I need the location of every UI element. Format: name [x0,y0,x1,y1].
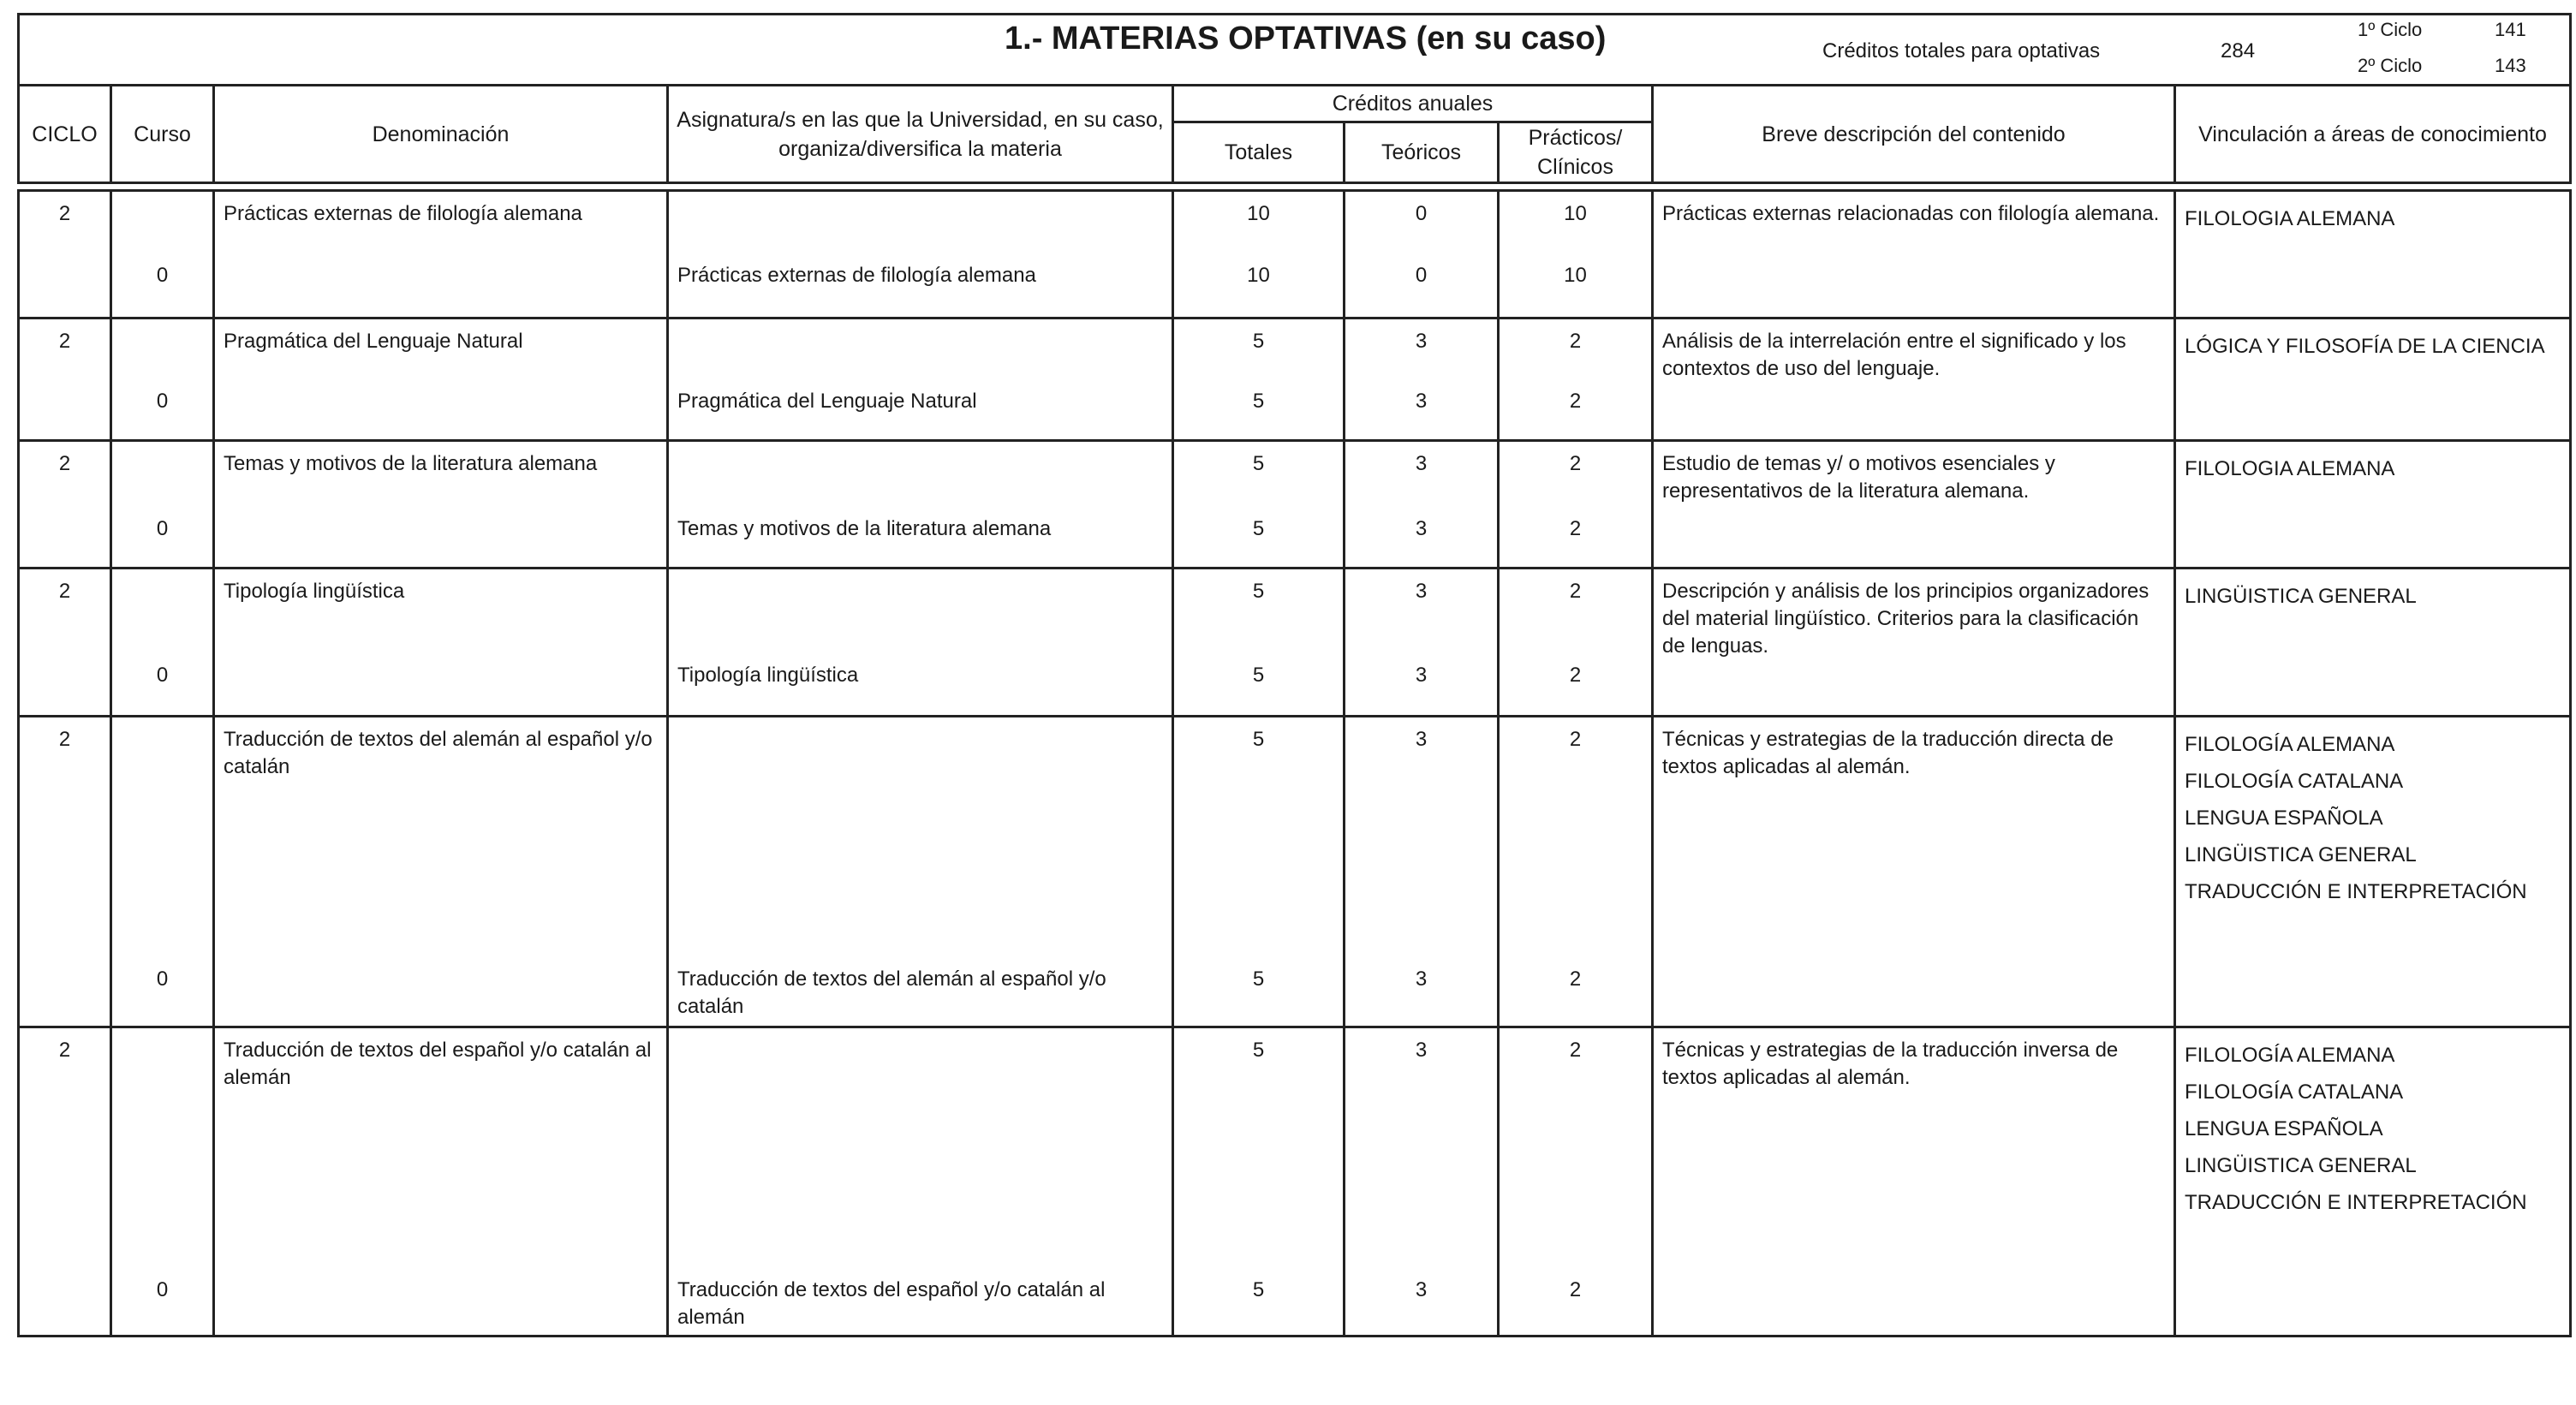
totales-value: 10 [1247,202,1270,225]
denominacion-cell [214,191,668,319]
header-asignaturas: Asignatura/s en las que la Universidad, en su caso, organiza/diversifica la materia [668,86,1173,183]
ciclo-cell [19,191,111,319]
table-row [19,717,2571,1027]
denominacion-text: Traducción de textos del español y/o catalán al alemán [224,1039,652,1089]
table-row [19,1027,2571,1337]
asignatura-cell [668,441,1173,569]
curso-cell [111,1027,214,1337]
practicos-value: 2 [1569,330,1582,353]
table-row [19,569,2571,717]
area-item: LENGUA ESPAÑOLA [2185,807,2383,830]
ciclo-value: 2 [58,1039,71,1062]
teoricos-cell [1345,569,1499,717]
vinculacion-cell [2175,1027,2571,1337]
teoricos-value: 3 [1415,330,1428,353]
area-item: TRADUCCIÓN E INTERPRETACIÓN [2185,1191,2527,1214]
title-cell [19,15,2571,86]
header-totales: Totales [1173,122,1345,183]
separator-cell [19,183,2571,191]
credits-total: 284 [2221,39,2256,63]
practicos-cell [1499,191,1653,319]
area-item: LINGÜISTICA GENERAL [2185,843,2417,866]
document-title: 1.- MATERIAS OPTATIVAS (en su caso) [1005,21,1607,57]
area-item: LINGÜISTICA GENERAL [2185,1154,2417,1177]
header-descripcion: Breve descripción del contenido [1653,86,2175,183]
ciclo-cell [19,717,111,1027]
cycle2-label: 2º Ciclo [2358,55,2423,76]
ciclo-value: 2 [58,330,71,353]
asignatura-text: Prácticas externas de filología alemana [677,264,1036,287]
header-teoricos: Teóricos [1345,122,1499,183]
descripcion-text: Análisis de la interrelación entre el significado y los contextos de uso del lenguaje. [1662,330,2126,380]
totales-value: 5 [1252,580,1265,603]
asignatura-cell [668,191,1173,319]
sub-practicos-value: 2 [1569,517,1582,540]
sub-teoricos-value: 0 [1415,264,1428,287]
table-row [19,319,2571,441]
teoricos-value: 3 [1415,452,1428,475]
totales-value: 5 [1252,452,1265,475]
descripcion-text: Estudio de temas y/ o motivos esenciales y representativos de la literatura alemana. [1662,452,2055,503]
curso-value: 0 [156,664,169,687]
denominacion-cell [214,717,668,1027]
totales-cell [1173,1027,1345,1337]
teoricos-cell [1345,441,1499,569]
area-item: LENGUA ESPAÑOLA [2185,1117,2383,1140]
descripcion-cell [1653,569,2175,717]
practicos-value: 10 [1564,202,1587,225]
table-body [19,191,2571,1337]
curso-cell [111,191,214,319]
areas-list [2176,319,2569,365]
sub-totales-value: 5 [1252,517,1265,540]
vinculacion-cell [2175,717,2571,1027]
asignatura-text: Pragmática del Lenguaje Natural [677,390,977,413]
area-item: TRADUCCIÓN E INTERPRETACIÓN [2185,880,2527,903]
sub-teoricos-value: 3 [1415,664,1428,687]
areas-list [2176,717,2569,910]
practicos-cell [1499,441,1653,569]
ciclo-cell [19,319,111,441]
practicos-value: 2 [1569,580,1582,603]
practicos-value: 2 [1569,728,1582,751]
sub-practicos-value: 2 [1569,1278,1582,1301]
denominacion-text: Temas y motivos de la literatura alemana [224,452,598,475]
denominacion-cell [214,1027,668,1337]
practicos-value: 2 [1569,1039,1582,1062]
area-item: FILOLOGIA ALEMANA [2185,457,2395,480]
totales-cell [1173,191,1345,319]
totales-cell [1173,319,1345,441]
curso-value: 0 [156,967,169,991]
area-item: LINGÜISTICA GENERAL [2185,585,2417,608]
sub-totales-value: 5 [1252,1278,1265,1301]
sub-totales-value: 5 [1252,967,1265,991]
curso-cell [111,569,214,717]
areas-list [2176,192,2569,237]
sub-practicos-value: 2 [1569,390,1582,413]
header-ciclo: CICLO [19,86,111,183]
ciclo-value: 2 [58,580,71,603]
sub-totales-value: 5 [1252,390,1265,413]
header-row-top [19,86,2571,122]
descripcion-text: Técnicas y estrategias de la traducción inversa de textos aplicadas al alemán. [1662,1039,2119,1089]
sub-totales-value: 10 [1247,264,1270,287]
asignatura-text: Tipología lingüística [677,664,859,687]
curso-value: 0 [156,1278,169,1301]
asignatura-cell [668,717,1173,1027]
vinculacion-cell [2175,569,2571,717]
totales-value: 5 [1252,728,1265,751]
header-curso: Curso [111,86,214,183]
denominacion-cell [214,441,668,569]
descripcion-cell [1653,717,2175,1027]
totales-cell [1173,441,1345,569]
descripcion-cell [1653,319,2175,441]
vinculacion-cell [2175,191,2571,319]
curso-cell [111,441,214,569]
practicos-cell [1499,319,1653,441]
practicos-cell [1499,569,1653,717]
header-denominacion: Denominación [214,86,668,183]
ciclo-cell [19,569,111,717]
ciclo-cell [19,441,111,569]
title-row [19,15,2571,86]
asignatura-cell [668,569,1173,717]
teoricos-value: 0 [1415,202,1428,225]
vinculacion-cell [2175,441,2571,569]
ciclo-value: 2 [58,452,71,475]
asignatura-text: Traducción de textos del español y/o catalán al alemán [677,1278,1106,1329]
totales-cell [1173,717,1345,1027]
descripcion-text: Prácticas externas relacionadas con filología alemana. [1662,202,2160,225]
practicos-cell [1499,1027,1653,1337]
practicos-value: 2 [1569,452,1582,475]
sub-teoricos-value: 3 [1415,390,1428,413]
curso-value: 0 [156,264,169,287]
area-item: FILOLOGIA ALEMANA [2185,207,2395,230]
areas-list [2176,1028,2569,1221]
descripcion-text: Técnicas y estrategias de la traducción directa de textos aplicadas al alemán. [1662,728,2114,778]
teoricos-value: 3 [1415,728,1428,751]
denominacion-text: Tipología lingüística [224,580,405,603]
descripcion-cell [1653,191,2175,319]
curso-value: 0 [156,390,169,413]
descripcion-text: Descripción y análisis de los principios organizadores del material lingüístico. Criterios para la clasificación de lenguas. [1662,580,2150,658]
asignatura-text: Traducción de textos del alemán al español y/o catalán [677,967,1106,1018]
area-item: FILOLOGÍA ALEMANA [2185,733,2395,756]
denominacion-cell [214,569,668,717]
header-practicos: Prácticos/ Clínicos [1499,122,1653,183]
curso-cell [111,319,214,441]
vinculacion-cell [2175,319,2571,441]
header-separator [19,183,2571,191]
header-creditos-anuales: Créditos anuales [1173,86,1653,122]
areas-list [2176,569,2569,615]
sub-teoricos-value: 3 [1415,1278,1428,1301]
area-item: FILOLOGÍA CATALANA [2185,770,2404,793]
areas-list [2176,442,2569,487]
practicos-cell [1499,717,1653,1027]
ciclo-value: 2 [58,202,71,225]
descripcion-cell [1653,1027,2175,1337]
sub-practicos-value: 2 [1569,967,1582,991]
table-row [19,191,2571,319]
descripcion-cell [1653,441,2175,569]
totales-value: 5 [1252,330,1265,353]
teoricos-cell [1345,717,1499,1027]
denominacion-cell [214,319,668,441]
teoricos-cell [1345,319,1499,441]
table-row [19,441,2571,569]
area-item: FILOLOGÍA ALEMANA [2185,1044,2395,1067]
denominacion-text: Prácticas externas de filología alemana [224,202,582,225]
document [17,13,2569,1337]
area-item: LÓGICA Y FILOSOFÍA DE LA CIENCIA [2185,335,2545,358]
sub-teoricos-value: 3 [1415,517,1428,540]
sub-practicos-value: 2 [1569,664,1582,687]
cycle2-value: 143 [2495,55,2526,76]
asignatura-text: Temas y motivos de la literatura alemana [677,517,1052,540]
asignatura-cell [668,1027,1173,1337]
area-item: FILOLOGÍA CATALANA [2185,1081,2404,1104]
denominacion-text: Pragmática del Lenguaje Natural [224,330,523,353]
cycle1-value: 141 [2495,19,2526,40]
sub-teoricos-value: 3 [1415,967,1428,991]
totales-cell [1173,569,1345,717]
teoricos-value: 3 [1415,580,1428,603]
sub-totales-value: 5 [1252,664,1265,687]
totales-value: 5 [1252,1039,1265,1062]
ciclo-value: 2 [58,728,71,751]
teoricos-value: 3 [1415,1039,1428,1062]
header-vinculacion: Vinculación a áreas de conocimiento [2175,86,2571,183]
asignatura-cell [668,319,1173,441]
cycle1-label: 1º Ciclo [2358,19,2423,40]
curso-value: 0 [156,517,169,540]
curso-cell [111,717,214,1027]
denominacion-text: Traducción de textos del alemán al español y/o catalán [224,728,653,778]
teoricos-cell [1345,1027,1499,1337]
ciclo-cell [19,1027,111,1337]
teoricos-cell [1345,191,1499,319]
sub-practicos-value: 10 [1564,264,1587,287]
optativas-table [17,13,2572,1337]
credits-label: Créditos totales para optativas [1822,39,2101,63]
